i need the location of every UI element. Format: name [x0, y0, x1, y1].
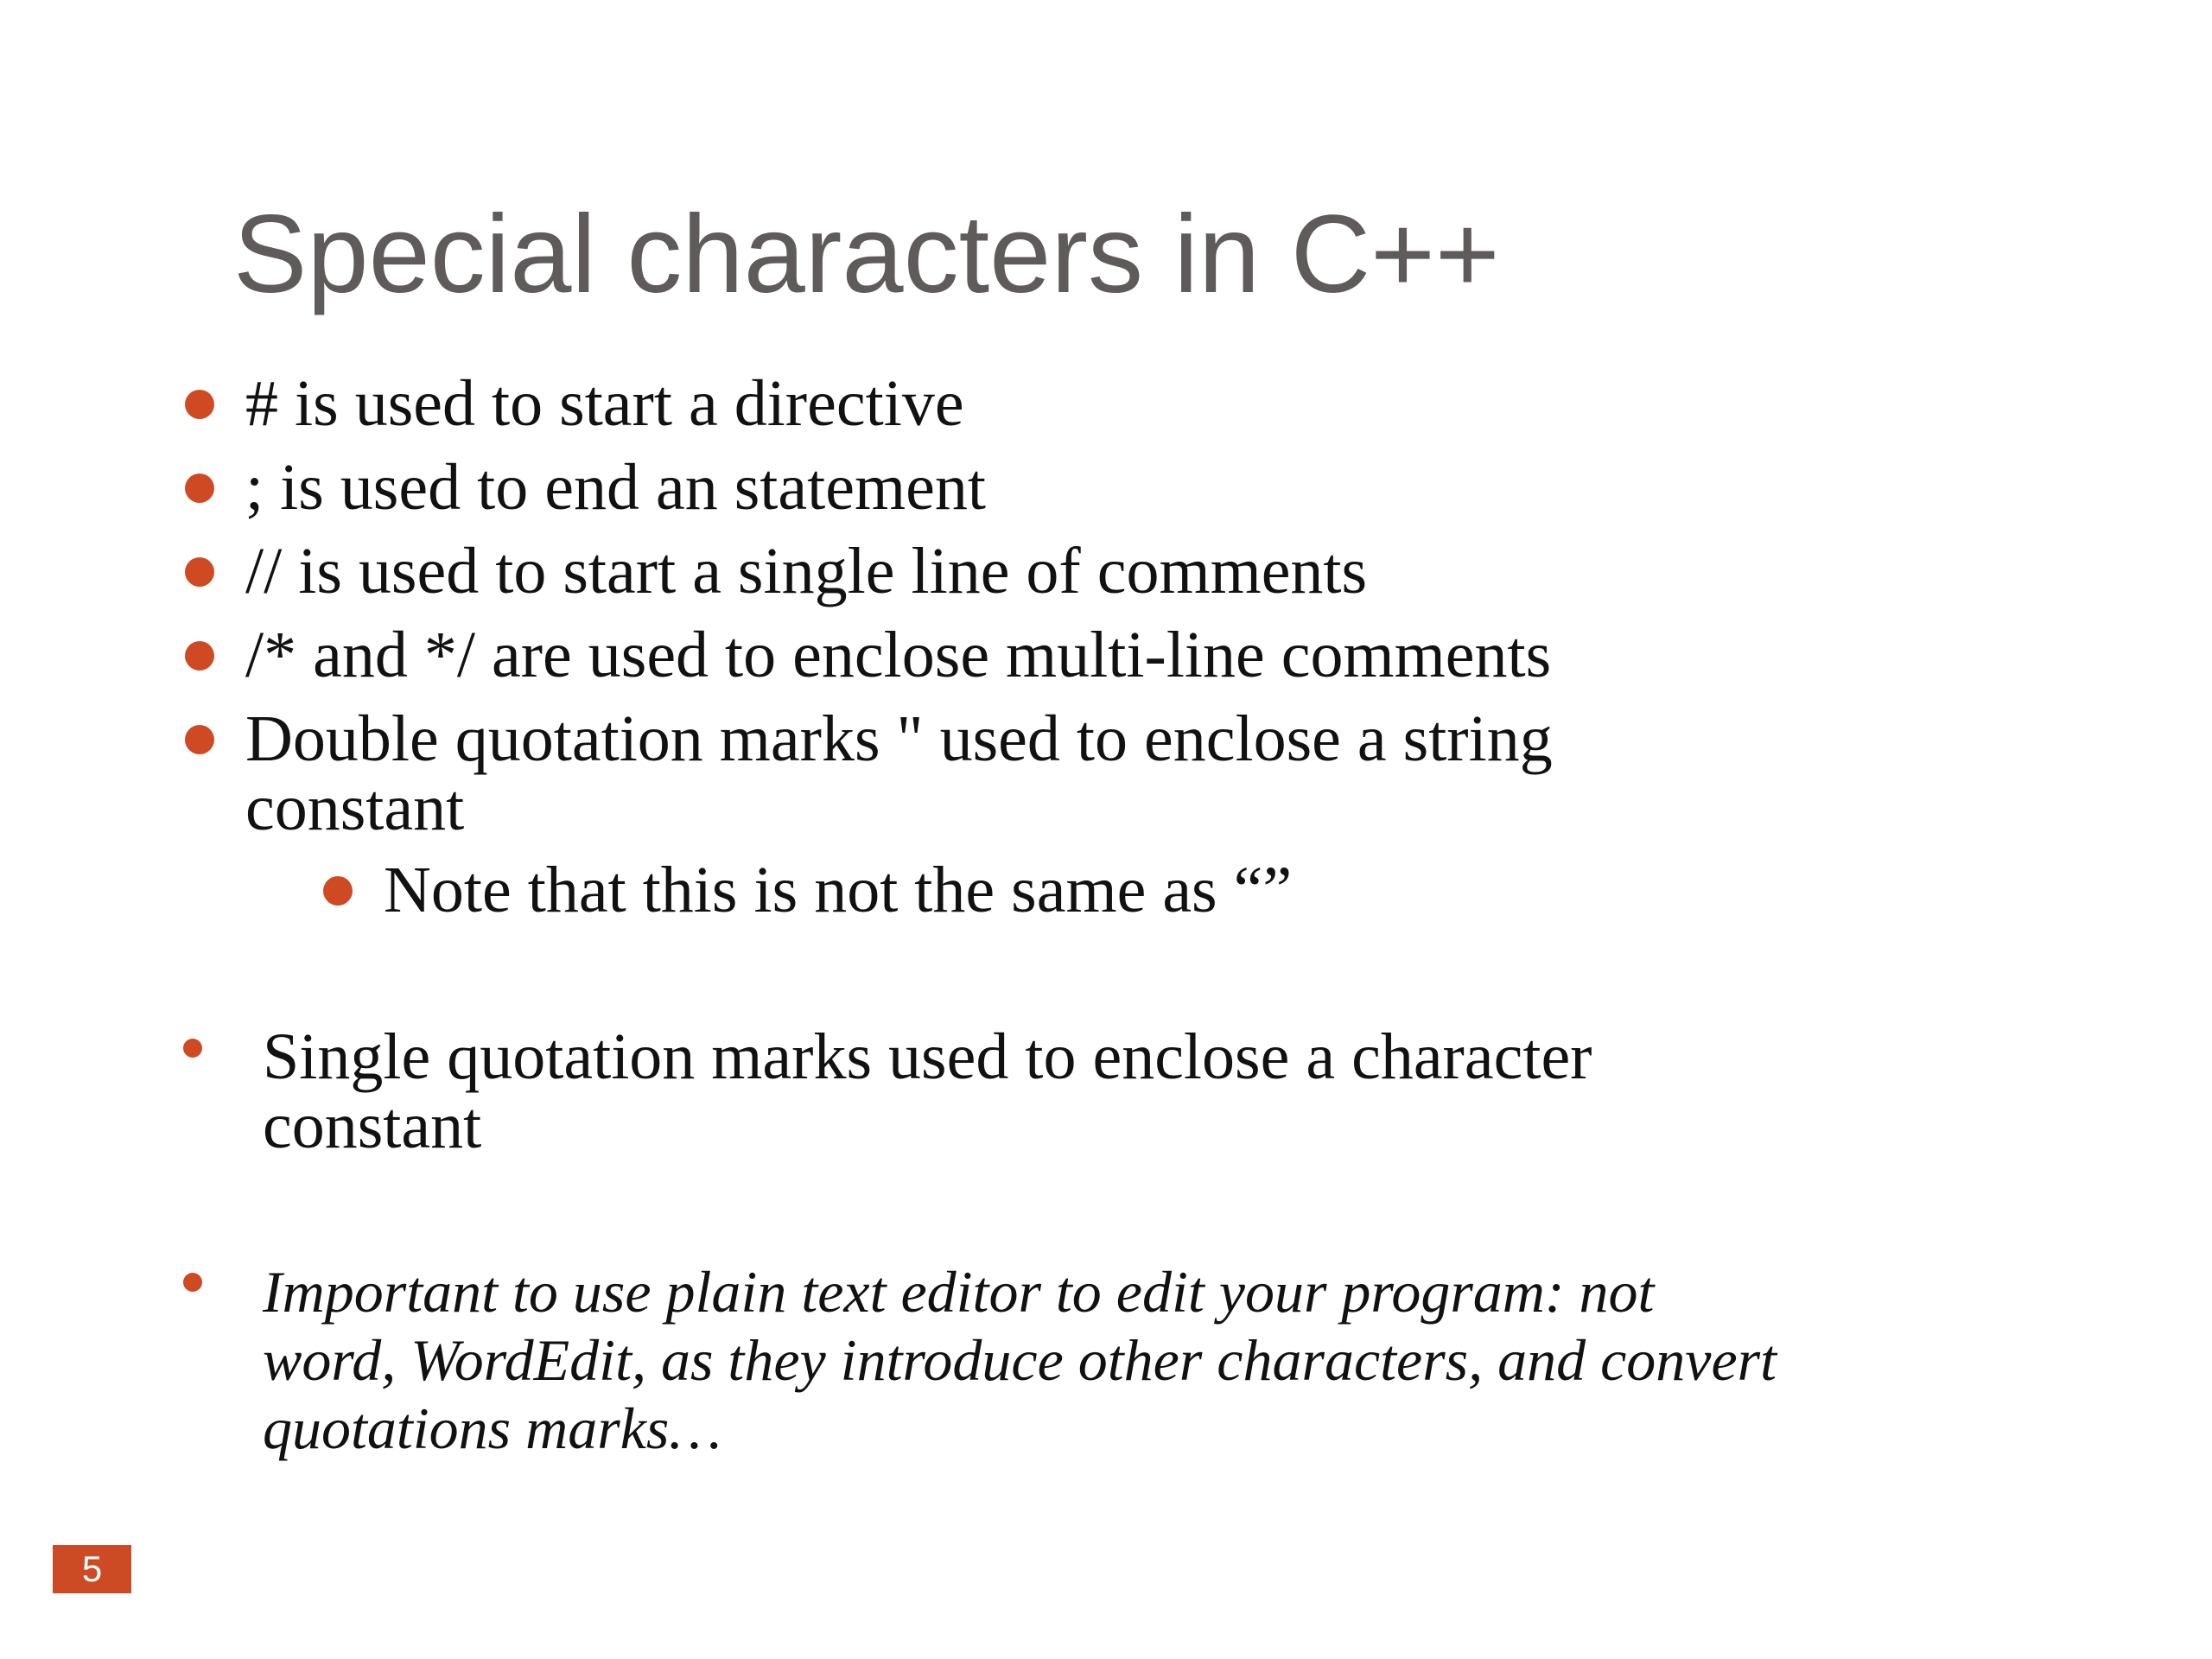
bullet-multi-line-comment: [245, 620, 1551, 690]
slide-title: Special characters in C++: [233, 193, 1500, 316]
bullet-text: ; is used to end an statement: [245, 451, 986, 524]
bullet-text-line-2: word, WordEdit, as they introduce other characters, and convert: [263, 1327, 1777, 1393]
sub-bullet-note: [384, 855, 1292, 925]
bullet-dot-icon: [185, 725, 214, 754]
bullet-text: // is used to start a single line of comments: [245, 535, 1368, 607]
bullet-text-line-2: constant: [245, 772, 465, 844]
bullet-dot-icon: [185, 557, 214, 587]
bullet-dot-icon: [185, 641, 214, 671]
bullet-text-line-3: quotations marks…: [263, 1395, 721, 1461]
bullet-text: # is used to start a directive: [245, 367, 964, 440]
bullet-text-line-1: Important to use plain text editor to edit your program: not: [263, 1259, 1655, 1325]
bullet-text-line-1: Single quotation marks used to enclose a character: [263, 1020, 1592, 1093]
page-number-badge: 5: [53, 1545, 131, 1593]
bullet-plain-text-editor: [263, 1258, 1777, 1463]
bullet-text-line-2: constant: [263, 1090, 482, 1162]
bullet-double-quote: [245, 704, 1553, 842]
bullet-text: /* and */ are used to enclose multi-line comments: [245, 619, 1552, 691]
bullet-dot-icon: [185, 474, 214, 503]
bullet-single-quote: [263, 1022, 1592, 1160]
bullet-text-line-1: Double quotation marks " used to enclose a string: [245, 702, 1553, 775]
bullet-dot-icon: [323, 876, 353, 906]
bullet-directive: [245, 369, 964, 438]
bullet-dot-icon: [185, 390, 214, 419]
bullet-text: Note that this is not the same as “”: [384, 854, 1293, 926]
bullet-single-line-comment: [245, 537, 1367, 606]
bullet-dot-icon: [183, 1273, 202, 1292]
bullet-semicolon: [245, 453, 986, 522]
bullet-dot-icon: [183, 1039, 202, 1058]
